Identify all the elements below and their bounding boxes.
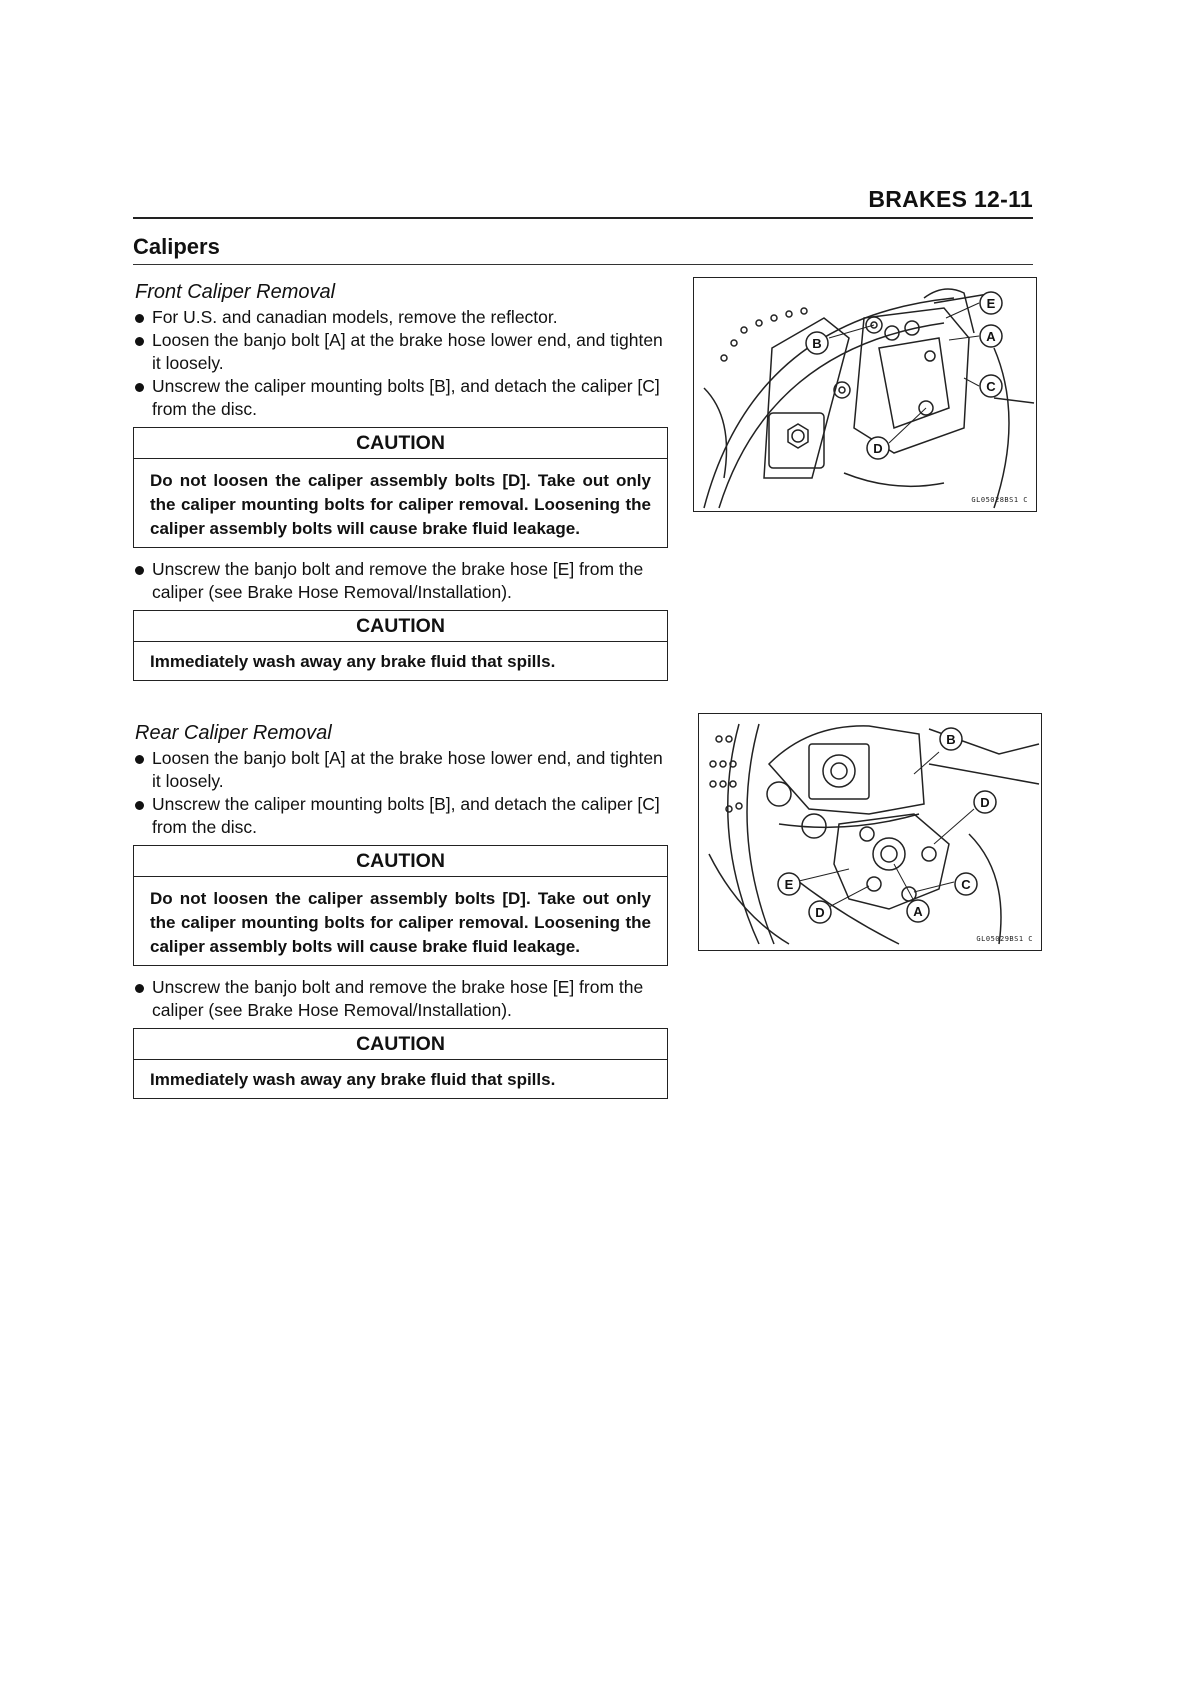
rear-callout-c: C bbox=[961, 877, 971, 892]
rear-callout-d-lower: D bbox=[815, 905, 825, 920]
caution-title: CAUTION bbox=[134, 846, 667, 877]
caution-text: Immediately wash away any brake fluid that spills. bbox=[150, 1070, 556, 1089]
front-callout-d: D bbox=[873, 441, 883, 456]
bullet-icon bbox=[135, 383, 144, 392]
caution-title: CAUTION bbox=[134, 428, 667, 459]
section-title: Calipers bbox=[133, 234, 1033, 265]
rear-figure-code: GL05029BS1 C bbox=[976, 935, 1033, 943]
rear-step-1: Loosen the banjo bolt [A] at the brake hose lower end, and tighten it loosely. bbox=[133, 747, 668, 793]
front-caliper-subhead: Front Caliper Removal bbox=[135, 281, 336, 303]
front-step-3: Unscrew the caliper mounting bolts [B], and detach the caliper [C] from the disc. bbox=[133, 375, 668, 421]
rear-step-2: Unscrew the caliper mounting bolts [B], and detach the caliper [C] from the disc. bbox=[133, 793, 668, 839]
caution-text: Do not loosen the caliper assembly bolts [D]. Take out only the caliper mounting bolts for caliper removal. Loosening the caliper assembly bolts will cause brake fluid leakage. bbox=[150, 471, 651, 538]
bullet-icon bbox=[135, 801, 144, 810]
front-callout-a: A bbox=[986, 329, 996, 344]
front-step-2: Loosen the banjo bolt [A] at the brake hose lower end, and tighten it loosely. bbox=[133, 329, 668, 375]
bullet-icon bbox=[135, 755, 144, 764]
bullet-icon bbox=[135, 984, 144, 993]
rear-step-3: Unscrew the banjo bolt and remove the brake hose [E] from the caliper (see Brake Hose Removal/Installation). bbox=[133, 976, 668, 1022]
front-caliper-illustration bbox=[694, 278, 1036, 511]
page-header bbox=[133, 186, 1033, 219]
front-figure-code: GL05028BS1 C bbox=[971, 496, 1028, 504]
bullet-icon bbox=[135, 566, 144, 575]
front-step-4: Unscrew the banjo bolt and remove the brake hose [E] from the caliper (see Brake Hose Removal/Installation). bbox=[133, 558, 668, 604]
front-caliper-figure bbox=[693, 277, 1037, 512]
front-caliper-section bbox=[133, 281, 668, 691]
rear-caution-1 bbox=[133, 845, 668, 966]
rear-callout-e: E bbox=[784, 877, 794, 892]
bullet-icon bbox=[135, 314, 144, 323]
running-head: BRAKES 12-11 bbox=[868, 186, 1033, 212]
rear-callout-a: A bbox=[913, 904, 923, 919]
caution-title: CAUTION bbox=[134, 1029, 667, 1060]
front-caution-1 bbox=[133, 427, 668, 548]
front-callout-b: B bbox=[812, 336, 822, 351]
rear-caliper-subhead: Rear Caliper Removal bbox=[135, 722, 332, 744]
rear-callout-d: D bbox=[980, 795, 990, 810]
front-caution-2 bbox=[133, 610, 668, 681]
front-step-1: For U.S. and canadian models, remove the reflector. bbox=[133, 306, 668, 329]
caution-text: Immediately wash away any brake fluid that spills. bbox=[150, 652, 556, 671]
rear-caliper-section bbox=[133, 722, 668, 1109]
header-rule bbox=[133, 217, 1033, 219]
caution-text: Do not loosen the caliper assembly bolts [D]. Take out only the caliper mounting bolts for caliper removal. Loosening the caliper assembly bolts will cause brake fluid leakage. bbox=[150, 889, 651, 956]
front-callout-c: C bbox=[986, 379, 996, 394]
front-callout-e: E bbox=[986, 296, 996, 311]
bullet-icon bbox=[135, 337, 144, 346]
rear-caliper-illustration bbox=[699, 714, 1041, 950]
rear-caliper-figure bbox=[698, 713, 1042, 951]
rear-callout-b: B bbox=[946, 732, 956, 747]
caution-title: CAUTION bbox=[134, 611, 667, 642]
rear-caution-2 bbox=[133, 1028, 668, 1099]
